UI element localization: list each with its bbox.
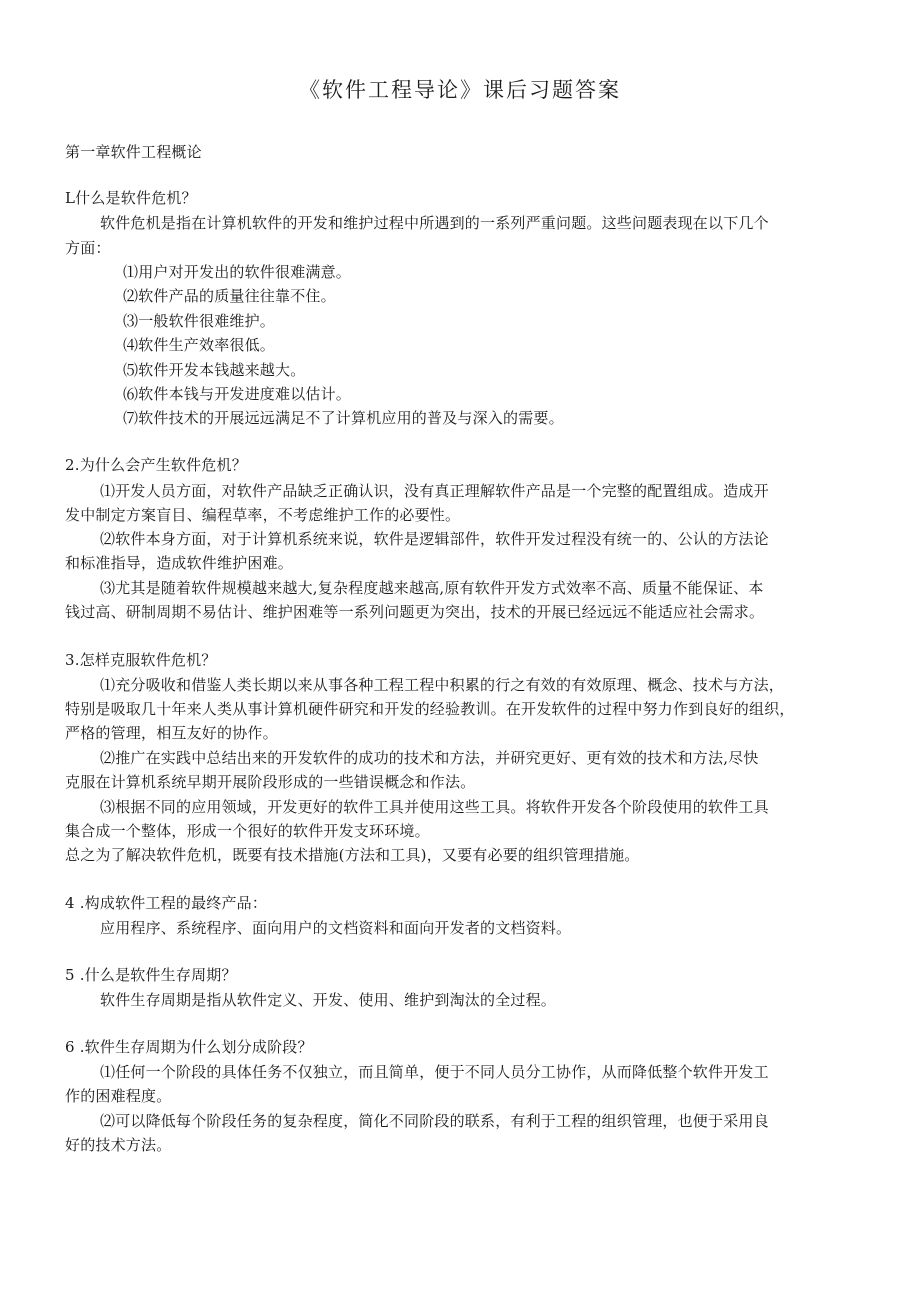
question-4-heading: 4 .构成软件工程的最终产品： xyxy=(65,894,268,912)
answer-line: 应用程序、系统程序、面向用户的文档资料和面向开发者的文档资料。 xyxy=(100,919,572,937)
paragraph-line: ⑴任何一个阶段的具体任务不仅独立，而且简单，便于不同人员分工协作，从而降低整个软件开发工 xyxy=(100,1063,769,1081)
question-5-heading: 5 .什么是软件生存周期？ xyxy=(65,966,237,984)
paragraph-line: ⑶根据不同的应用领域，开发更好的软件工具并使用这些工具。将软件开发各个阶段使用的软件工具 xyxy=(100,798,769,816)
list-item: ⑴用户对开发出的软件很难满意。 xyxy=(123,263,352,281)
paragraph-line: ⑴充分吸收和借鉴人类长期以来从事各种工程工程中积累的行之有效的有效原理、概念、技术与方法， xyxy=(100,676,785,694)
paragraph-line: 克服在计算机系统早期开展阶段形成的一些错误概念和作法。 xyxy=(65,773,476,791)
question-3-heading: 3.怎样克服软件危机？ xyxy=(65,651,217,669)
paragraph-line: ⑵软件本身方面，对于计算机系统来说，软件是逻辑部件，软件开发过程没有统一的、公认的方法论 xyxy=(100,530,769,548)
chapter-heading: 第一章软件工程概论 xyxy=(65,143,202,161)
summary-line: 总之为了解决软件危机，既要有技术措施(方法和工具)，又要有必要的组织管理措施。 xyxy=(65,846,640,864)
document-title: 《软件工程导论》课后习题答案 xyxy=(299,78,621,102)
list-item: ⑹软件本钱与开发进度难以估计。 xyxy=(123,385,352,403)
question-1-intro-cont: 方面： xyxy=(65,239,111,257)
list-item: ⑶一般软件很难维护。 xyxy=(123,312,276,330)
list-item: ⑺软件技术的开展远远满足不了计算机应用的普及与深入的需要。 xyxy=(123,409,564,427)
question-6-heading: 6 .软件生存周期为什么划分成阶段？ xyxy=(65,1038,313,1056)
list-item: ⑷软件生产效率很低。 xyxy=(123,336,276,354)
paragraph-line: 特别是吸取几十年来人类从事计算机硬件研究和开发的经验教训。在开发软件的过程中努力作到良好的组织， xyxy=(65,700,795,718)
paragraph-line: ⑵可以降低每个阶段任务的复杂程度，简化不同阶段的联系，有利于工程的组织管理，也便于采用良 xyxy=(100,1112,769,1130)
paragraph-line: 发中制定方案盲目、编程草率，不考虑维护工作的必要性。 xyxy=(65,506,461,524)
paragraph-line: ⑶尤其是随着软件规模越来越大,复杂程度越来越高,原有软件开发方式效率不高、质量不能保证、本 xyxy=(100,579,764,597)
paragraph-line: 和标准指导，造成软件维护困难。 xyxy=(65,554,294,572)
question-1-intro: 软件危机是指在计算机软件的开发和维护过程中所遇到的一系列严重问题。这些问题表现在以下几个 xyxy=(100,214,769,232)
list-item: ⑵软件产品的质量往往靠不住。 xyxy=(123,287,336,305)
paragraph-line: ⑴开发人员方面，对软件产品缺乏正确认识，没有真正理解软件产品是一个完整的配置组成。造成开 xyxy=(100,482,769,500)
paragraph-line: ⑵推广在实践中总结出来的开发软件的成功的技术和方法，并研究更好、更有效的技术和方法,尽快 xyxy=(100,749,759,767)
paragraph-line: 好的技术方法。 xyxy=(65,1136,172,1154)
paragraph-line: 严格的管理，相互友好的协作。 xyxy=(65,724,278,742)
paragraph-line: 作的困难程度。 xyxy=(65,1087,172,1105)
paragraph-line: 钱过高、研制周期不易估计、维护困难等一系列问题更为突出，技术的开展已经远远不能适应社会需求。 xyxy=(65,603,765,621)
answer-line: 软件生存周期是指从软件定义、开发、使用、维护到淘汰的全过程。 xyxy=(100,991,557,1009)
question-1-heading: L什么是软件危机？ xyxy=(65,189,197,207)
list-item: ⑸软件开发本钱越来越大。 xyxy=(123,361,306,379)
paragraph-line: 集合成一个整体，形成一个很好的软件开发支环环境。 xyxy=(65,822,430,840)
question-2-heading: 2.为什么会产生软件危机？ xyxy=(65,456,247,474)
